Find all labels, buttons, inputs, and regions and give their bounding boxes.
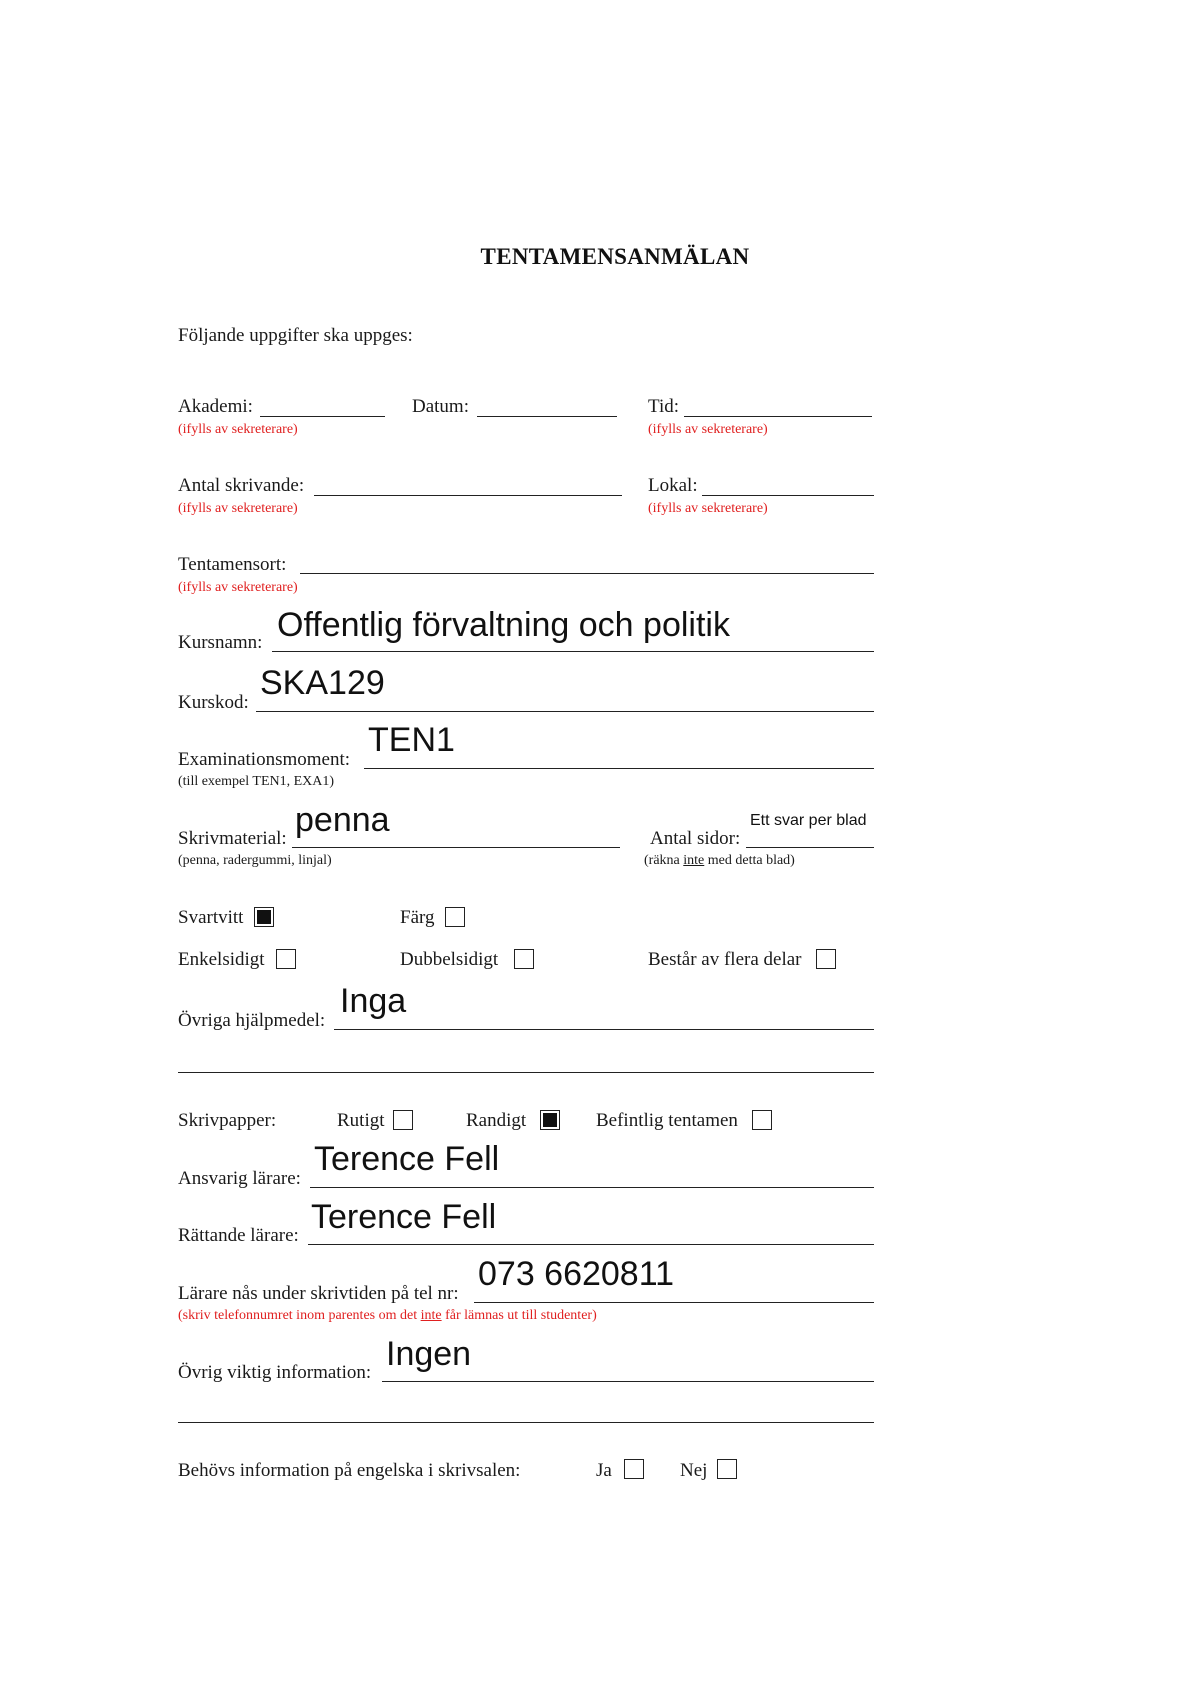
tid-label: Tid: [648,396,679,417]
tentamensort-field[interactable] [300,573,874,574]
ansvarig-label: Ansvarig lärare: [178,1168,301,1189]
skrivmaterial-value[interactable]: penna [295,801,390,839]
lokal-field[interactable] [702,495,874,496]
tentamensort-label: Tentamensort: [178,554,287,575]
antal-skrivande-field[interactable] [314,495,622,496]
ovrig-info-value[interactable]: Ingen [386,1335,472,1373]
randigt-label: Randigt [466,1110,527,1131]
befintlig-label: Befintlig tentamen [596,1110,738,1131]
kurskod-value[interactable]: SKA129 [260,664,385,702]
kurskod-label: Kurskod: [178,692,249,713]
akademi-field[interactable] [260,416,385,417]
skrivmaterial-field [292,847,620,848]
akademi-label: Akademi: [178,396,253,417]
ja-checkbox[interactable] [624,1459,644,1479]
nej-label: Nej [680,1460,708,1481]
examinationsmoment-label: Examinationsmoment: [178,749,351,770]
flera-delar-checkbox[interactable] [816,949,836,969]
tid-field[interactable] [684,416,872,417]
kurskod-field [256,711,874,712]
examinationsmoment-hint: (till exempel TEN1, EXA1) [178,774,335,789]
dubbelsidigt-checkbox[interactable] [514,949,534,969]
ovriga-hjalpmedel-field [334,1029,874,1030]
svartvitt-label: Svartvitt [178,907,244,928]
kursnamn-field [272,651,874,652]
intro-text: Följande uppgifter ska uppges: [178,325,413,346]
dubbelsidigt-label: Dubbelsidigt [400,949,499,970]
flera-delar-label: Består av flera delar [648,949,802,970]
rutigt-checkbox[interactable] [393,1110,413,1130]
akademi-hint: (ifylls av sekreterare) [178,422,298,437]
antal-sidor-label: Antal sidor: [650,828,741,849]
ansvarig-value[interactable]: Terence Fell [314,1140,500,1178]
ovrig-info-field-2[interactable] [178,1422,874,1423]
befintlig-checkbox[interactable] [752,1110,772,1130]
ansvarig-field [310,1187,874,1188]
lokal-hint: (ifylls av sekreterare) [648,501,768,516]
antal-sidor-value[interactable]: Ett svar per blad [750,812,867,829]
svartvitt-checkbox[interactable] [254,907,274,927]
enkelsidigt-checkbox[interactable] [276,949,296,969]
page-title: TENTAMENSANMÄLAN [480,244,750,269]
rutigt-label: Rutigt [337,1110,385,1131]
lokal-label: Lokal: [648,475,698,496]
skrivmaterial-label: Skrivmaterial: [178,828,287,849]
farg-checkbox[interactable] [445,907,465,927]
randigt-checkbox[interactable] [540,1110,560,1130]
tentamensort-hint: (ifylls av sekreterare) [178,580,298,595]
enkelsidigt-label: Enkelsidigt [178,949,265,970]
tel-hint: (skriv telefonnumret inom parentes om det inte får lämnas ut till studenter) [178,1308,597,1323]
engelska-label: Behövs information på engelska i skrivsalen: [178,1460,521,1481]
skrivmaterial-hint: (penna, radergummi, linjal) [178,853,332,868]
kursnamn-value[interactable]: Offentlig förvaltning och politik [277,606,730,644]
nej-checkbox[interactable] [717,1459,737,1479]
antal-skrivande-label: Antal skrivande: [178,475,305,496]
kursnamn-label: Kursnamn: [178,632,263,653]
examinationsmoment-field [364,768,874,769]
antal-sidor-hint: (räkna inte med detta blad) [644,853,795,868]
examinationsmoment-value[interactable]: TEN1 [368,721,455,759]
tel-label: Lärare nås under skrivtiden på tel nr: [178,1283,459,1304]
rattande-field [308,1244,874,1245]
datum-label: Datum: [412,396,469,417]
tel-field [474,1302,874,1303]
rattande-label: Rättande lärare: [178,1225,299,1246]
tid-hint: (ifylls av sekreterare) [648,422,768,437]
tel-value[interactable]: 073 6620811 [478,1255,675,1293]
ovriga-hjalpmedel-value[interactable]: Inga [340,982,407,1020]
antal-skrivande-hint: (ifylls av sekreterare) [178,501,298,516]
ja-label: Ja [596,1460,612,1481]
ovriga-hjalpmedel-label: Övriga hjälpmedel: [178,1010,326,1031]
ovrig-info-label: Övrig viktig information: [178,1362,372,1383]
datum-field[interactable] [477,416,617,417]
ovrig-info-field [382,1381,874,1382]
farg-label: Färg [400,907,435,928]
rattande-value[interactable]: Terence Fell [311,1198,497,1236]
ovriga-hjalpmedel-field-2[interactable] [178,1072,874,1073]
antal-sidor-field [746,847,874,848]
skrivpapper-label: Skrivpapper: [178,1110,277,1131]
